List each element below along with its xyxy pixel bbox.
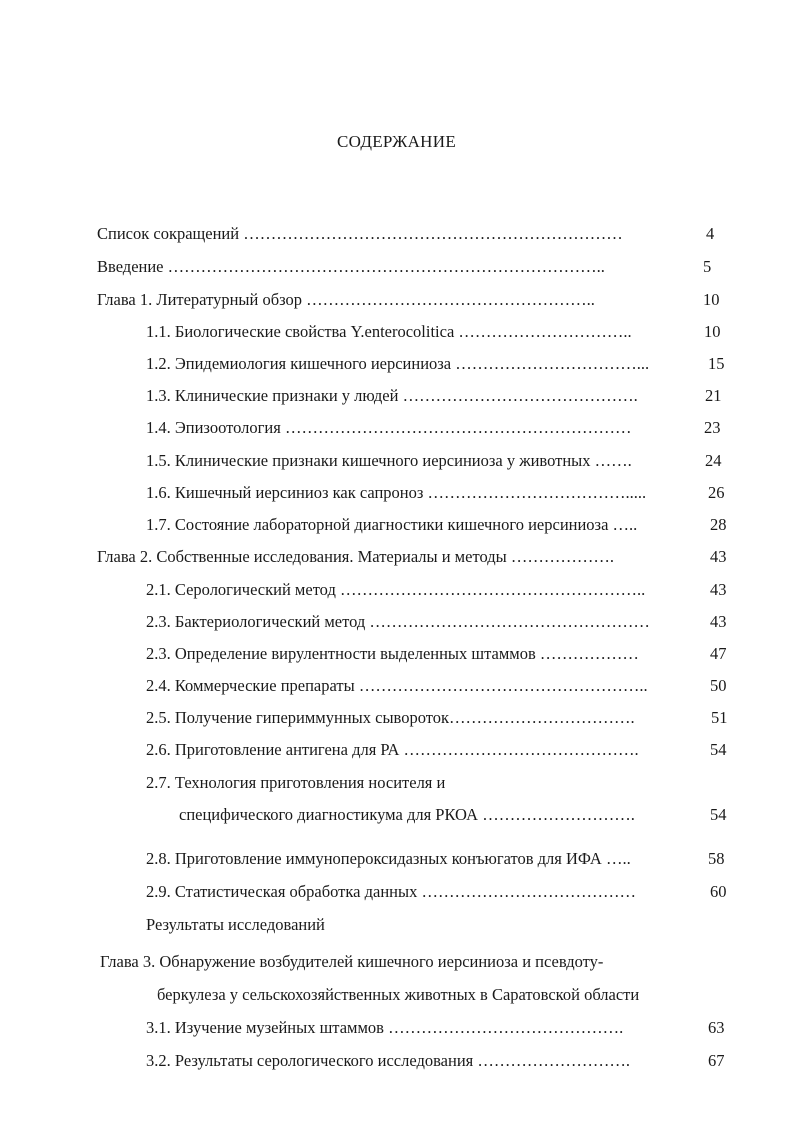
toc-entry-text: 2.1. Серологический метод ……………………………………………….. — [146, 580, 646, 599]
toc-entry — [0, 578, 793, 602]
toc-entry-text: 1.3. Клинические признаки у людей ……………………………………. — [146, 386, 638, 405]
toc-entry-page: 63 — [708, 1018, 725, 1037]
toc-entry-page: 60 — [710, 882, 727, 901]
toc-entry — [0, 706, 793, 730]
toc-entry-page: 10 — [703, 290, 720, 309]
toc-entry-page: 21 — [705, 386, 722, 405]
toc-entry — [0, 674, 793, 698]
toc-entry-page: 67 — [708, 1051, 725, 1070]
toc-entry-text: Глава 1. Литературный обзор …………………………………………….. — [97, 290, 595, 309]
toc-entry-text: 2.4. Коммерческие препараты …………………………………………….. — [146, 676, 648, 695]
page-title: СОДЕРЖАНИЕ — [336, 132, 457, 151]
toc-entry — [0, 352, 793, 376]
toc-entry-text: 2.3. Бактериологический метод …………………………………………… — [146, 612, 650, 631]
toc-entry-text: 1.5. Клинические признаки кишечного иерсиниоза у животных ……. — [146, 451, 632, 470]
toc-entry — [0, 545, 793, 569]
toc-entry-page: 43 — [710, 547, 727, 566]
toc-entry-page: 5 — [703, 257, 712, 276]
toc-entry-page: 28 — [710, 515, 727, 534]
toc-entry — [0, 610, 793, 634]
toc-entry — [0, 255, 793, 279]
toc-entry — [0, 288, 793, 312]
toc-entry — [0, 416, 793, 440]
toc-entry — [0, 771, 793, 795]
toc-entry-text: специфического диагностикума для РКОА ………………………. — [179, 805, 635, 824]
toc-entry — [0, 1049, 793, 1073]
toc-entry-text: Список сокращений …………………………………………………………… — [97, 224, 623, 243]
toc-entry — [0, 950, 793, 974]
section-heading-text: Результаты исследований — [146, 915, 325, 934]
toc-entry-text: 1.1. Биологические свойства Y.enterocolitica ………………………….. — [146, 322, 632, 341]
toc-entry — [0, 738, 793, 762]
toc-entry-text: 1.2. Эпидемиология кишечного иерсиниоза ……………………………... — [146, 354, 650, 373]
toc-entry-text: Глава 3. Обнаружение возбудителей кишечного иерсиниоза и псевдоту- — [100, 952, 604, 971]
toc-entry-page: 50 — [710, 676, 727, 695]
toc-entry — [0, 880, 793, 904]
toc-entry-text: 2.8. Приготовление иммунопероксидазных конъюгатов для ИФА ….. — [146, 849, 631, 868]
toc-entry-page: 43 — [710, 612, 727, 631]
toc-entry-text: Введение …………………………………………………………………….. — [97, 257, 605, 276]
toc-entry-page: 24 — [705, 451, 722, 470]
toc-entry-text: 2.3. Определение вирулентности выделенных штаммов ……………… — [146, 644, 639, 663]
toc-entry — [0, 847, 793, 871]
toc-entry — [0, 642, 793, 666]
toc-entry-text: 1.7. Состояние лабораторной диагностики кишечного иерсиниоза ….. — [146, 515, 638, 534]
toc-entry — [0, 449, 793, 473]
section-heading — [0, 913, 793, 937]
toc-entry — [0, 481, 793, 505]
toc-entry-text: 1.6. Кишечный иерсиниоз как сапроноз ………………………………..... — [146, 483, 647, 502]
toc-entry-page: 26 — [708, 483, 725, 502]
toc-entry-page: 23 — [704, 418, 721, 437]
toc-entry-page: 10 — [704, 322, 721, 341]
toc-entry-page: 43 — [710, 580, 727, 599]
toc-entry-page: 15 — [708, 354, 725, 373]
toc-entry-page: 54 — [710, 740, 727, 759]
toc-entry-page: 51 — [711, 708, 728, 727]
toc-entry — [0, 983, 793, 1007]
toc-entry-text: 3.1. Изучение музейных штаммов ……………………………………. — [146, 1018, 624, 1037]
toc-entry — [0, 222, 793, 246]
toc-entry-text: 2.6. Приготовление антигена для РА ……………………………………. — [146, 740, 639, 759]
toc-entry-page: 54 — [710, 805, 727, 824]
toc-entry-text: 2.9. Статистическая обработка данных ………………………………… — [146, 882, 636, 901]
toc-entry — [0, 384, 793, 408]
toc-entry-page: 47 — [710, 644, 727, 663]
toc-entry-text: беркулеза у сельскохозяйственных животных в Саратовской области — [157, 985, 640, 1004]
toc-entry — [0, 320, 793, 344]
toc-entry — [0, 513, 793, 537]
toc-entry-text: 2.7. Технология приготовления носителя и — [146, 773, 446, 792]
toc-entry-text: 3.2. Результаты серологического исследования ………………………. — [146, 1051, 631, 1070]
toc-entry — [0, 1016, 793, 1040]
toc-entry-text: Глава 2. Собственные исследования. Материалы и методы ………………. — [97, 547, 614, 566]
toc-entry-text: 1.4. Эпизоотология ……………………………………………………… — [146, 418, 632, 437]
toc-entry-page: 4 — [706, 224, 715, 243]
toc-entry — [0, 803, 793, 827]
toc-entry-page: 58 — [708, 849, 725, 868]
toc-entry-text: 2.5. Получение гипериммунных сывороток……………………………. — [146, 708, 635, 727]
